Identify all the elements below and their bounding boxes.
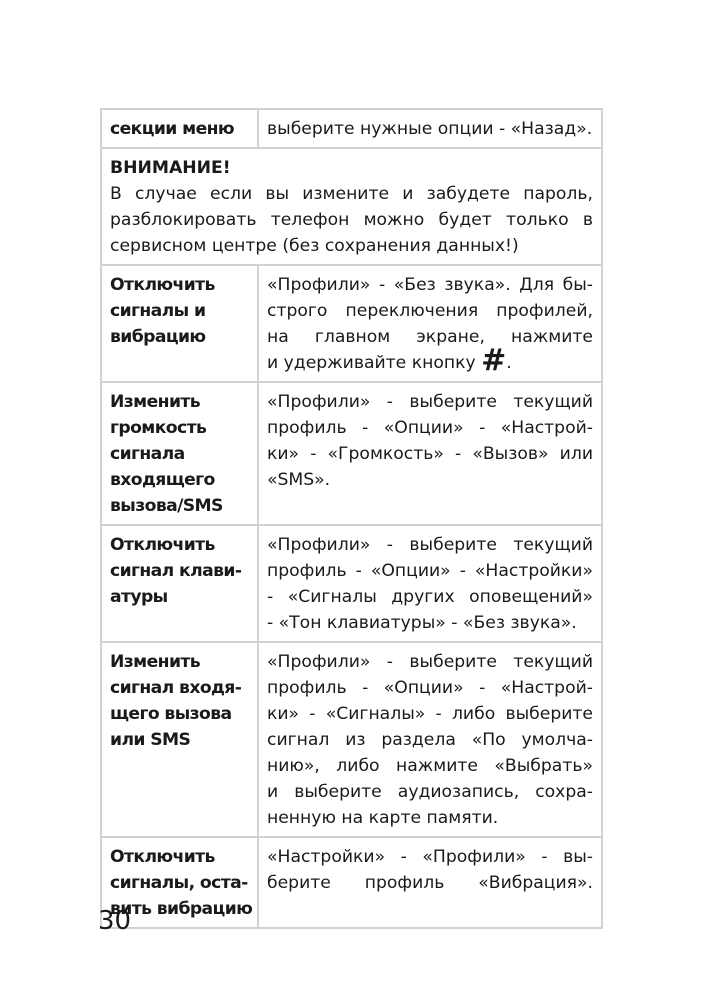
label-line: вить вибрацию <box>110 899 253 919</box>
desc-line: нию», либо нажмите «Выбрать» <box>267 756 593 776</box>
label-line: Изменить <box>110 652 201 672</box>
label-line: Отключить <box>110 847 215 867</box>
desc-line: профиль - «Опции» - «Настрой- <box>267 678 593 698</box>
label-line: атуры <box>110 587 168 607</box>
desc-line: профиль - «Опции» - «Настройки» <box>267 561 593 581</box>
desc-line: - «Сигналы других оповещений» <box>267 587 593 607</box>
hash-key-icon: # <box>481 343 507 378</box>
row-description <box>258 837 602 928</box>
desc-line-tail: . <box>506 353 512 373</box>
desc-line: «SMS». <box>267 470 331 490</box>
desc-line: ки» - «Сигналы» - либо выберите <box>267 704 593 724</box>
label-line: вызова/SMS <box>110 496 223 516</box>
label-line: Отключить <box>110 275 215 295</box>
row-label <box>101 525 258 642</box>
label-line: секции меню <box>110 119 235 139</box>
table-row <box>101 642 602 837</box>
table-row <box>101 382 602 525</box>
table-row <box>101 837 602 928</box>
row-label <box>101 382 258 525</box>
label-line: или SMS <box>110 730 191 750</box>
desc-line-text: и удерживайте кнопку <box>267 353 476 373</box>
label-line: сигнал входя- <box>110 678 242 698</box>
desc-line: берите профиль «Вибрация». <box>267 873 593 893</box>
desc-line: и выберите аудиозапись, сохра- <box>267 782 593 802</box>
warning-line: сервисном центре (без сохранения данных!) <box>110 236 519 256</box>
row-description <box>258 642 602 837</box>
desc-line: ки» - «Громкость» - «Вызов» или <box>267 444 593 464</box>
warning-row <box>101 148 602 265</box>
label-line: Отключить <box>110 535 215 555</box>
warning-title: ВНИМАНИЕ! <box>110 158 231 178</box>
desc-line: профиль - «Опции» - «Настрой- <box>267 418 593 438</box>
label-line: входящего <box>110 470 215 490</box>
warning-line: В случае если вы измените и забудете пароль, <box>110 184 593 204</box>
table-row <box>101 265 602 382</box>
desc-line: выберите нужные опции - «Назад». <box>267 119 593 139</box>
label-line: сигнала <box>110 444 185 464</box>
warning-cell <box>101 148 602 265</box>
label-line: громкость <box>110 418 207 438</box>
instructions-table <box>100 108 603 929</box>
label-line: Изменить <box>110 392 201 412</box>
warning-line: разблокировать телефон можно будет только в <box>110 210 593 230</box>
label-line: сигнал клави- <box>110 561 242 581</box>
desc-line: ненную на карте памяти. <box>267 808 499 828</box>
desc-line: на главном экране, нажмите <box>267 327 593 347</box>
label-line: вибрацию <box>110 327 206 347</box>
desc-line <box>267 343 593 378</box>
label-line: сигналы и <box>110 301 206 321</box>
desc-line: сигнал из раздела «По умолча- <box>267 730 593 750</box>
row-description <box>258 525 602 642</box>
table-row <box>101 109 602 148</box>
row-description <box>258 265 602 382</box>
desc-line: строго переключения профилей, <box>267 301 593 321</box>
desc-line: «Профили» - выберите текущий <box>267 652 593 672</box>
desc-line: «Профили» - выберите текущий <box>267 392 593 412</box>
row-description <box>258 382 602 525</box>
row-label <box>101 109 258 148</box>
desc-line: «Профили» - выберите текущий <box>267 535 593 555</box>
row-description <box>258 109 602 148</box>
row-label <box>101 265 258 382</box>
label-line: щего вызова <box>110 704 232 724</box>
desc-line: «Настройки» - «Профили» - вы- <box>267 847 593 867</box>
desc-line: - «Тон клавиатуры» - «Без звука». <box>267 613 577 633</box>
row-label <box>101 642 258 837</box>
desc-line: «Профили» - «Без звука». Для бы- <box>267 275 593 295</box>
page-number: 30 <box>98 906 132 936</box>
table-row <box>101 525 602 642</box>
label-line: сигналы, оста- <box>110 873 248 893</box>
